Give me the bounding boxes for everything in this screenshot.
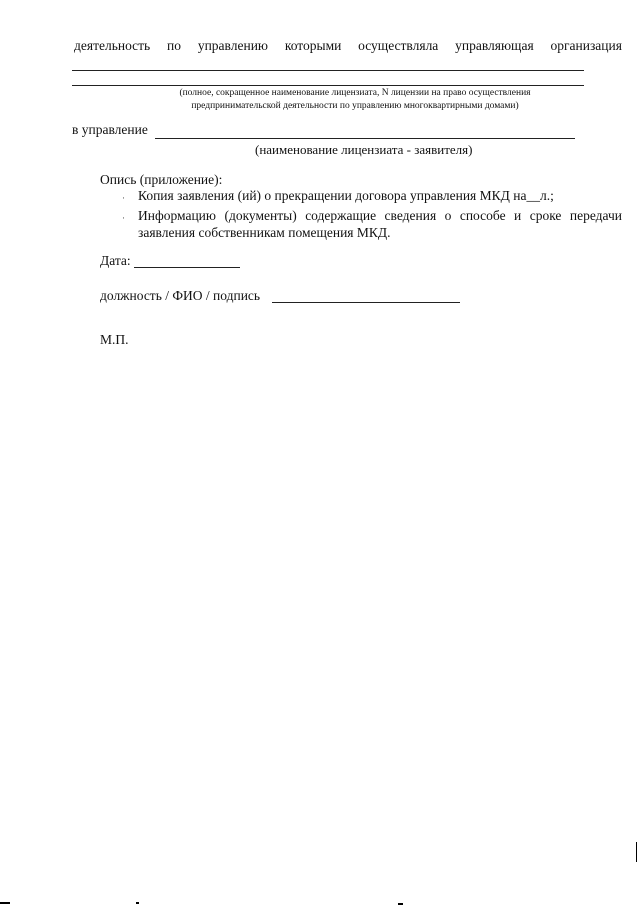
date-label: Дата: (100, 253, 131, 268)
management-label: в управление (72, 122, 148, 137)
stamp-label: М.П. (100, 332, 129, 347)
inventory-item-2-continuation: заявления собственникам помещения МКД. (138, 225, 391, 240)
intro-word: по (167, 38, 182, 53)
scan-artifact (136, 902, 139, 904)
signature-blank-line (272, 302, 460, 303)
date-blank-line (134, 267, 240, 268)
signature-label: должность / ФИО / подпись (100, 288, 261, 303)
intro-word: управляющая (455, 38, 534, 53)
intro-word: организация (550, 38, 622, 53)
organization-blank-line-2 (72, 85, 584, 86)
item2-word: способе (459, 208, 506, 223)
bullet-dot-icon: · (122, 213, 125, 223)
organization-blank-line-1 (72, 70, 584, 71)
intro-word: управлению (197, 38, 269, 53)
inventory-item-2 (138, 208, 622, 224)
item2-word: (документы) (224, 208, 297, 223)
management-blank-line (155, 138, 575, 139)
item2-word: сведения (384, 208, 437, 223)
scan-artifact (636, 842, 637, 862)
item2-word: Информацию (138, 208, 216, 223)
bullet-dot-icon: · (122, 193, 125, 203)
intro-word: которыми (284, 38, 342, 53)
item2-word: и (514, 208, 522, 223)
scan-artifact (0, 902, 10, 904)
scan-artifact (398, 903, 403, 905)
management-caption: (наименование лицензиата - заявителя) (255, 142, 473, 157)
item2-word: содержащие (305, 208, 377, 223)
item2-word: передачи (569, 208, 622, 223)
intro-word: деятельность (74, 38, 151, 53)
inventory-title: Опись (приложение): (100, 172, 223, 187)
item2-word: сроке (529, 208, 562, 223)
item2-word: о (444, 208, 452, 223)
intro-line (74, 38, 622, 54)
intro-word: осуществляла (358, 38, 439, 53)
inventory-item-1: Копия заявления (ий) о прекращении договора управления МКД на__л.; (138, 188, 554, 203)
licensee-caption: (полное, сокращенное наименование лицензиата, N лицензии на право осуществления предпринимательской деятельности по управлению многоквартирными домами) (179, 88, 531, 111)
